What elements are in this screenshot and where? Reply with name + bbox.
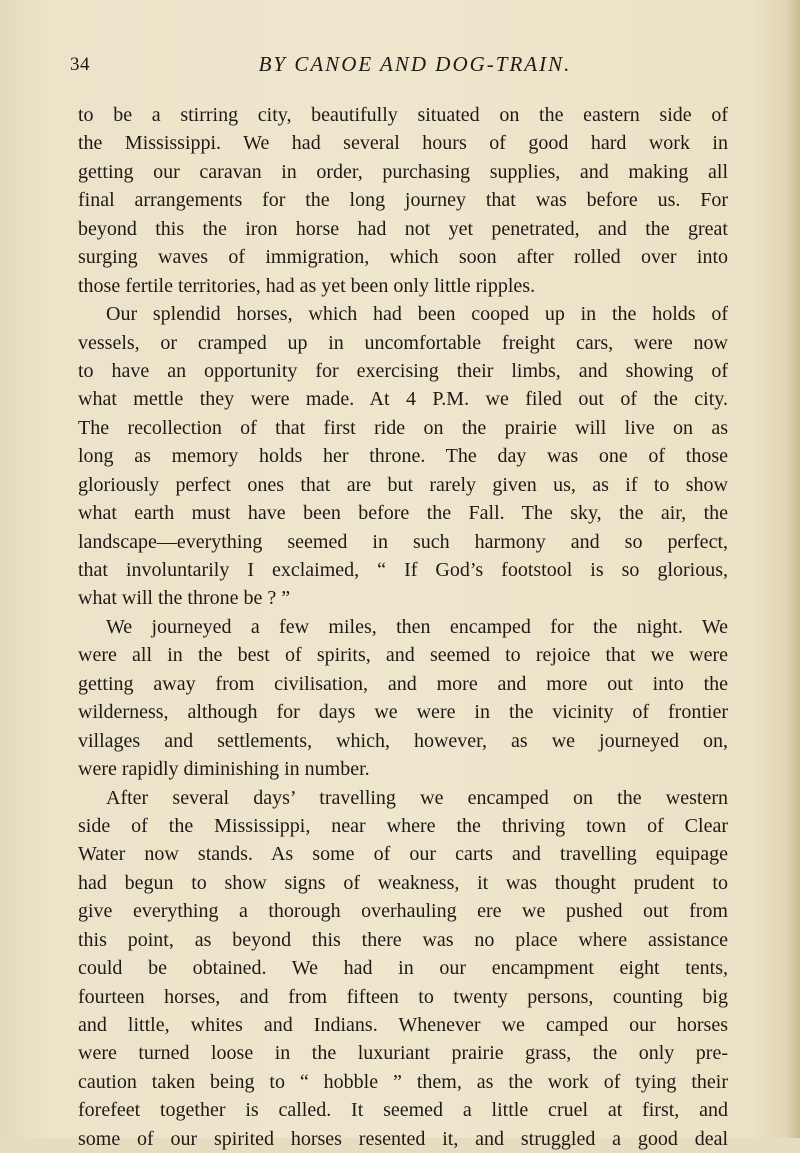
text-line: surging waves of immigration, which soon after rolled over into <box>78 246 728 269</box>
text-line: wilderness, although for days we were in the vicinity of frontier <box>78 701 728 724</box>
text-line: villages and settlements, which, however, as we journeyed on, <box>78 729 728 752</box>
text-line: forefeet together is called. It seemed a little cruel at first, and <box>78 1099 728 1122</box>
text-line: the Mississippi. We had several hours of good hard work in <box>78 132 728 155</box>
text-line: final arrangements for the long journey that was before us. For <box>78 189 728 212</box>
text-line: Our splendid horses, which had been cooped up in the holds of <box>106 303 728 326</box>
text-line: Water now stands. As some of our carts and travelling equipage <box>78 843 728 866</box>
text-line: were rapidly diminishing in number. <box>78 758 370 781</box>
text-line: what earth must have been before the Fall. The sky, the air, the <box>78 502 728 525</box>
text-line: After several days’ travelling we encamped on the western <box>106 786 728 809</box>
body-text <box>78 101 728 1153</box>
text-line: what mettle they were made. At 4 P.M. we filed out of the city. <box>78 388 728 411</box>
text-line: were turned loose in the luxuriant prairie grass, the only pre- <box>78 1042 728 1065</box>
text-line: getting away from civilisation, and more and more out into the <box>78 672 728 695</box>
text-line: were all in the best of spirits, and seemed to rejoice that we were <box>78 644 728 667</box>
text-line: to be a stirring city, beautifully situated on the eastern side of <box>78 104 728 126</box>
text-line: landscape—everything seemed in such harmony and so perfect, <box>78 530 728 553</box>
text-line: some of our spirited horses resented it, and struggled a good deal <box>78 1127 728 1150</box>
running-head: BY CANOE AND DOG-TRAIN. <box>258 52 572 76</box>
page-number: 34 <box>70 54 90 75</box>
text-line: beyond this the iron horse had not yet penetrated, and the great <box>78 217 728 240</box>
text-line: and little, whites and Indians. Whenever we camped our horses <box>78 1014 728 1036</box>
text-line: The recollection of that first ride on the prairie will live on as <box>78 416 728 439</box>
text-line: long as memory holds her throne. The day was one of those <box>78 445 728 468</box>
text-line: vessels, or cramped up in uncomfortable freight cars, were now <box>78 331 728 354</box>
text-line: that involuntarily I exclaimed, “ If God’s footstool is so glorious, <box>78 559 728 581</box>
text-line: fourteen horses, and from fifteen to twenty persons, counting big <box>78 985 728 1008</box>
text-line: side of the Mississippi, near where the thriving town of Clear <box>78 814 728 837</box>
text-line: We journeyed a few miles, then encamped for the night. We <box>106 615 728 638</box>
text-line: what will the throne be ? ” <box>78 587 291 610</box>
text-line: those fertile territories, had as yet been only little ripples. <box>78 274 536 297</box>
text-line: caution taken being to “ hobble ” them, as the work of tying their <box>78 1070 728 1093</box>
page-edge-shadow <box>786 0 800 1138</box>
text-line: could be obtained. We had in our encampment eight tents, <box>78 957 728 980</box>
text-line: this point, as beyond this there was no place where assistance <box>78 928 728 951</box>
text-line: to have an opportunity for exercising their limbs, and showing of <box>78 359 728 382</box>
text-line: give everything a thorough overhauling ere we pushed out from <box>78 900 728 923</box>
text-line: gloriously perfect ones that are but rarely given us, as if to show <box>78 473 728 496</box>
page-header <box>70 52 730 82</box>
text-line: had begun to show signs of weakness, it was thought prudent to <box>78 871 728 894</box>
text-line: getting our caravan in order, purchasing supplies, and making all <box>78 160 728 183</box>
